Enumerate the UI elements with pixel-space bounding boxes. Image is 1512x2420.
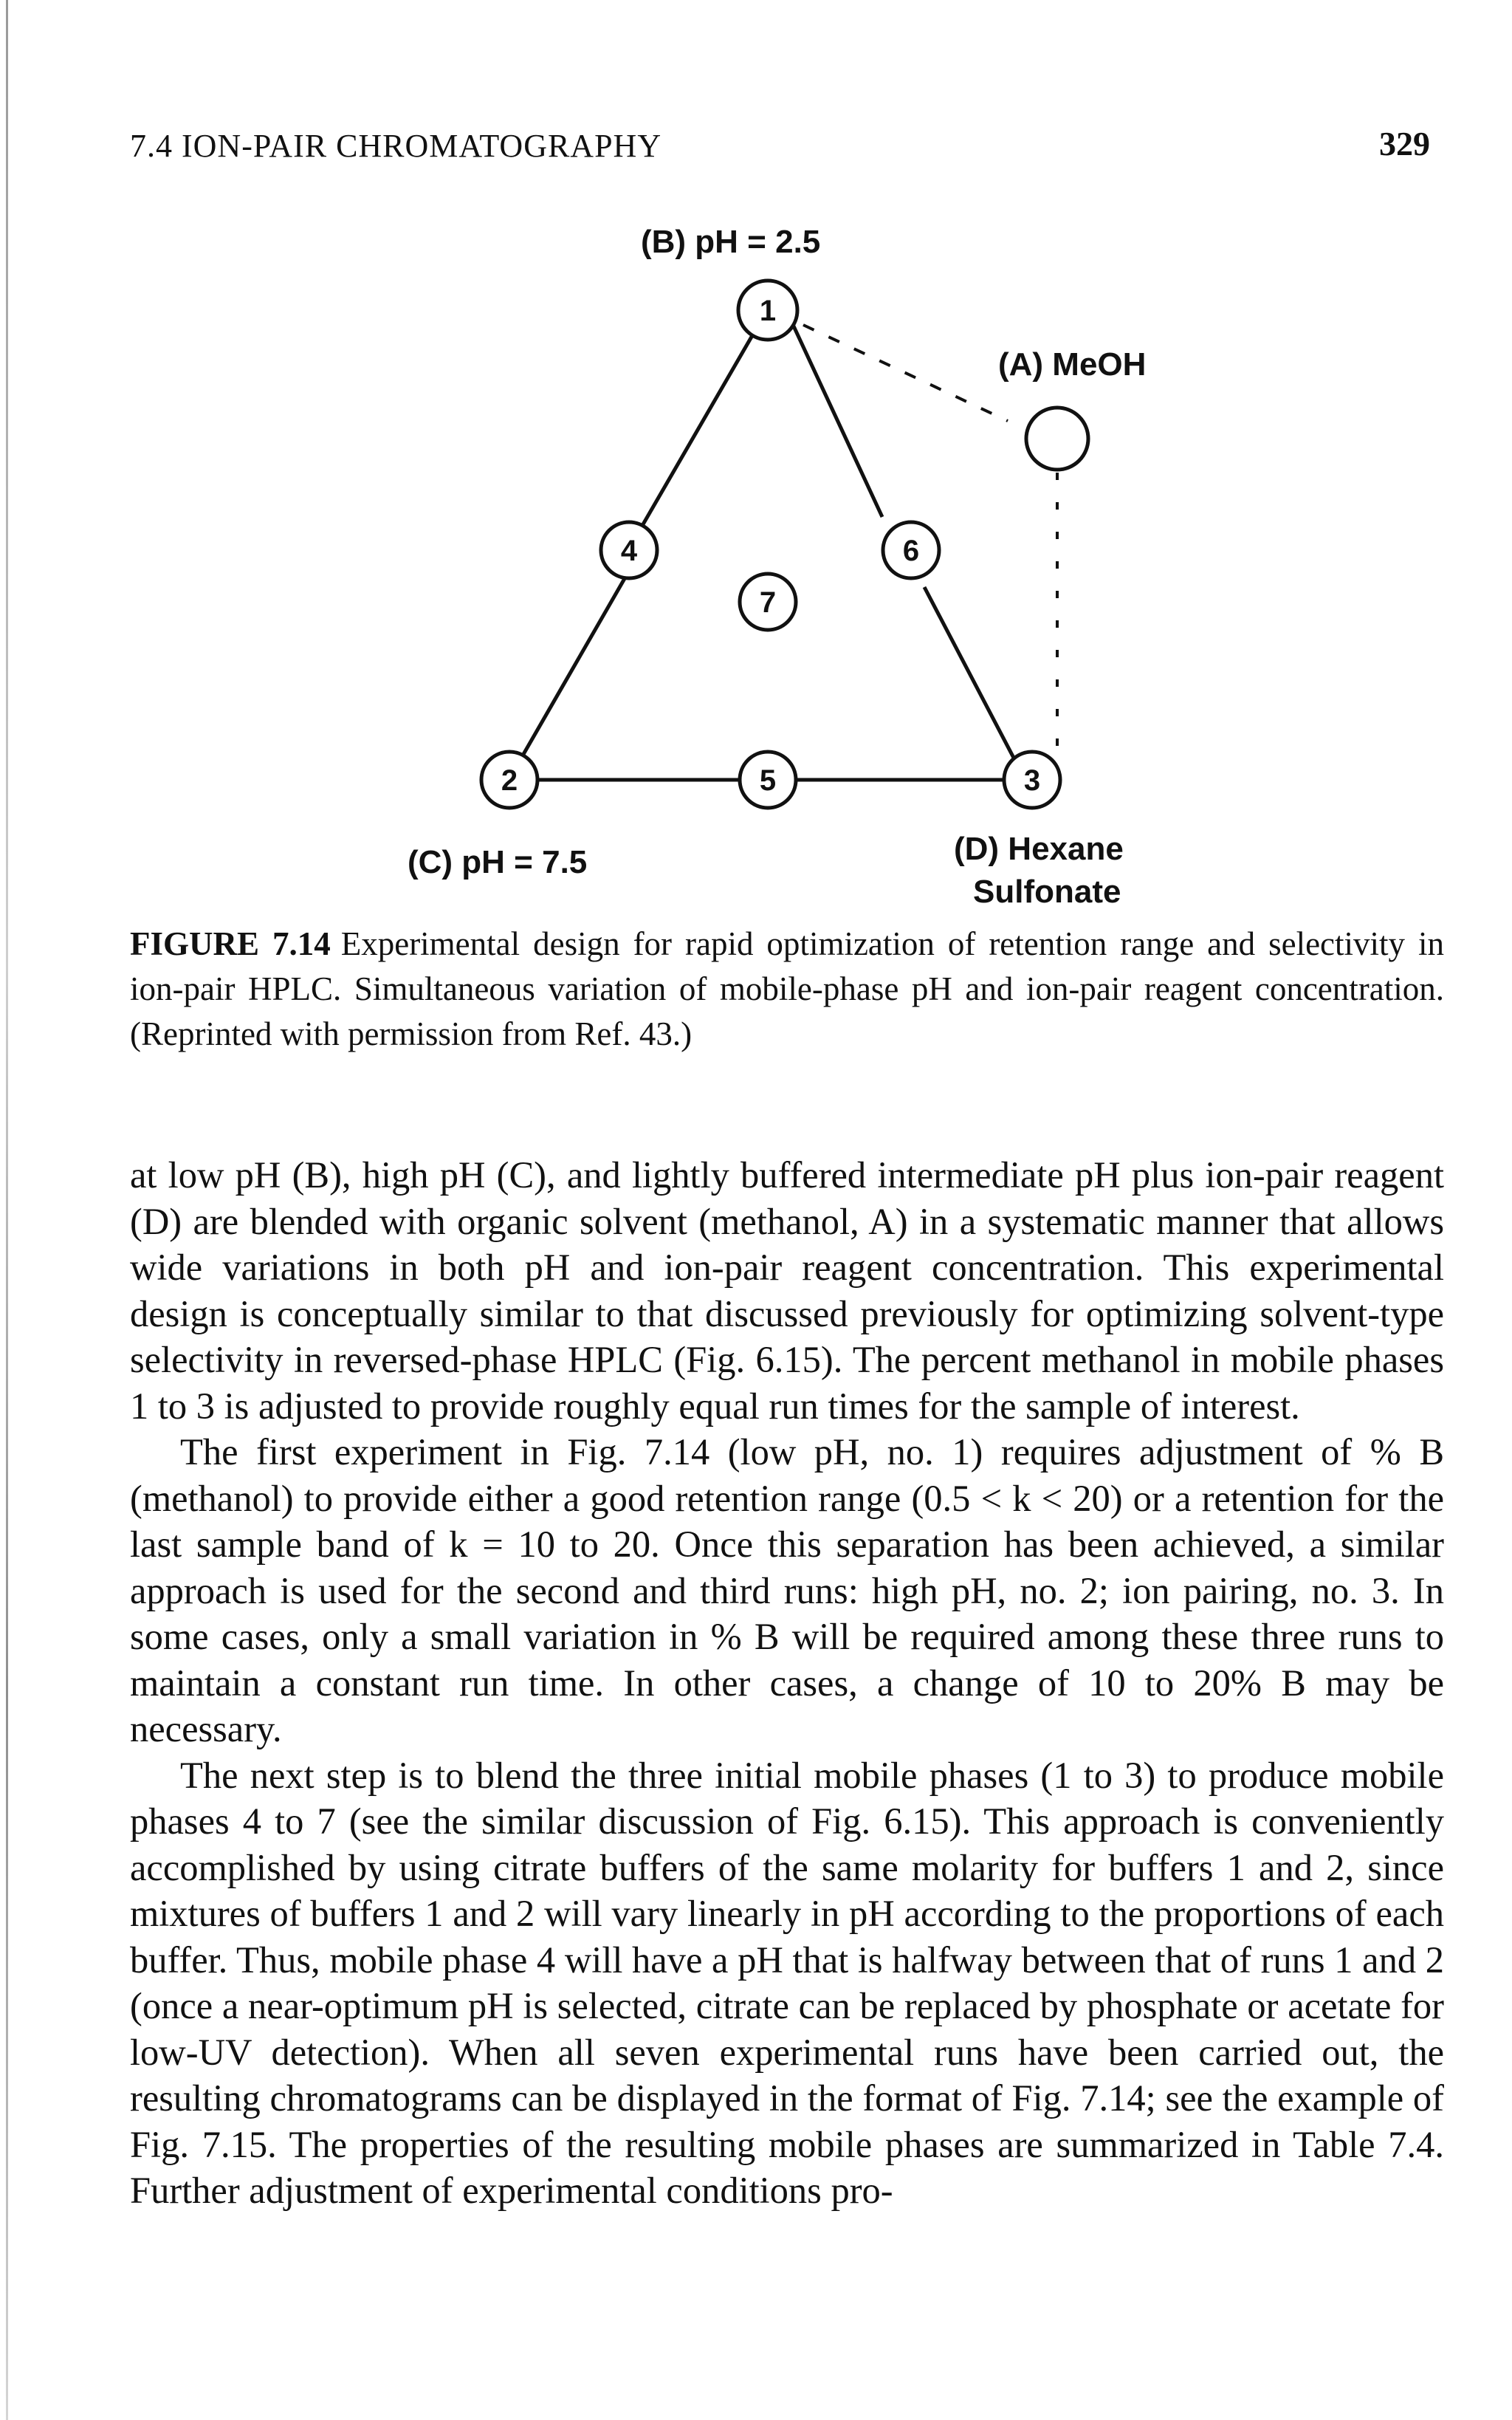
body-paragraph: The next step is to blend the three initial mobile phases (1 to 3) to produce mobile phases 4 to 7 (see the similar discussion of Fig. 6.15). This approach is conveniently accomplished by using citrate buffers of the same molarity for buffers 1 and 2, since mixtures of buffers 1 and 2 will vary linearly in pH according to the proportions of each buffer. Thus, mobile phase 4 will have a pH that is halfway between that of runs 1 and 2 (once a near-optimum pH is selected, citrate can be replaced by phosphate or acetate for low-UV detection). When all seven experimental runs have been carried out, the resulting chromatograms can be displayed in the format of Fig. 7.14; see the example of Fig. 7.15. The properties of the resulting mobile phases are summarized in Table 7.4. Further adjustment of experimental conditions pro- bbox=[130, 1754, 1444, 2211]
label-c-ph: (C) pH = 7.5 bbox=[408, 844, 588, 880]
node-label-6: 6 bbox=[902, 535, 920, 567]
label-b-ph: (B) pH = 2.5 bbox=[641, 224, 821, 260]
node-label-4: 4 bbox=[620, 535, 638, 567]
running-head: 7.4 ION-PAIR CHROMATOGRAPHY bbox=[130, 128, 662, 164]
edge-1-4 bbox=[643, 309, 768, 524]
node-label-7: 7 bbox=[759, 586, 777, 619]
node-label-2: 2 bbox=[501, 764, 518, 797]
label-d-sulfonate: Sulfonate bbox=[973, 874, 1121, 910]
caption-figure-id: FIGURE 7.14 bbox=[130, 925, 331, 962]
triangle-edges bbox=[520, 309, 1015, 780]
body-text bbox=[130, 1152, 1444, 2214]
node-label-1: 1 bbox=[759, 295, 777, 327]
label-d-hexane: (D) Hexane bbox=[954, 831, 1124, 867]
node-label-3: 3 bbox=[1023, 764, 1041, 797]
dashed-line-1-to-a bbox=[803, 325, 1008, 421]
node-circle-a bbox=[1026, 408, 1088, 470]
node-label-5: 5 bbox=[759, 764, 777, 797]
caption-text: Experimental design for rapid optimization of retention range and selectivity in ion-pair HPLC. Simultaneous variation of mobile-phase pH and ion-pair reagent concentration. (Reprinted with permission from Ref. 43.) bbox=[130, 925, 1444, 1052]
label-a-meoh: (A) MeOH bbox=[998, 346, 1147, 383]
edge-4-2 bbox=[520, 576, 626, 761]
body-paragraph: at low pH (B), high pH (C), and lightly buffered intermediate pH plus ion-pair reagent (D) are blended with organic solvent (methanol, A) in a systematic manner that allows wide variations in both pH and ion-pair reagent concentration. This experimental design is conceptually similar to that discussed previously for optimizing solvent-type selectivity in reversed-phase HPLC (Fig. 6.15). The percent methanol in mobile phases 1 to 3 is adjusted to provide roughly equal run times for the sample of interest. bbox=[130, 1154, 1444, 1427]
body-paragraph: The first experiment in Fig. 7.14 (low pH, no. 1) requires adjustment of % B (methanol) to provide either a good retention range (0.5 < k < 20) or a retention for the last sample band of k = 10 to 20. Once this separation has been achieved, a similar approach is used for the second and third runs: high pH, no. 2; ion pairing, no. 3. In some cases, only a small variation in % B will be required among these three runs to maintain a constant run time. In other cases, a change of 10 to 20% B may be necessary. bbox=[130, 1431, 1444, 1749]
edge-6-3 bbox=[924, 587, 1015, 761]
figure-7-14-diagram bbox=[0, 0, 1512, 916]
page-number: 329 bbox=[1379, 125, 1430, 162]
figure-caption bbox=[130, 922, 1444, 1057]
